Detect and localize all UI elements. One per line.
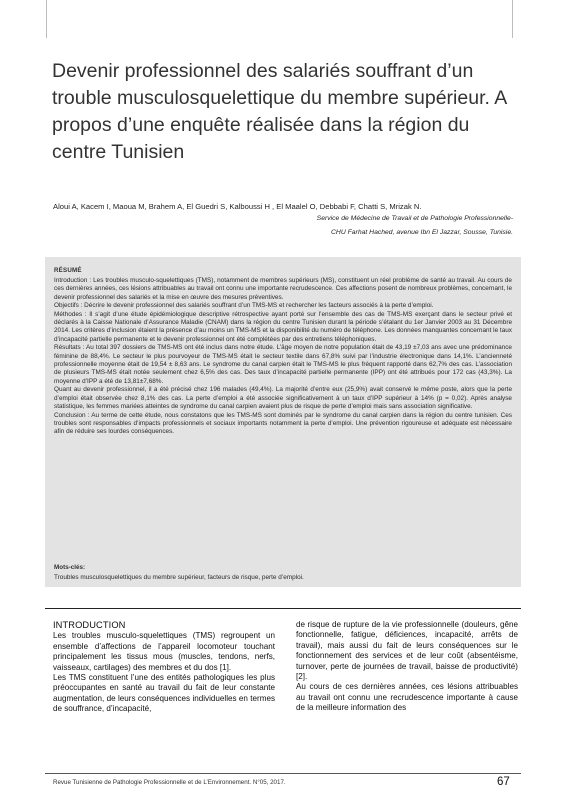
affiliation-line-2: CHU Farhat Hached, avenue Ibn El Jazzar, Sousse, Tunisie. (331, 229, 513, 236)
abstract-results: Résultats : Au total 397 dossiers de TMS-MS ont été inclus dans notre étude. L’âge moyen de notre population était de 43,19 ±7,03 ans avec une prédominance féminine de 88,4%. Le secteur le plus pourvoyeur de TMS-MS était le secteur textile dans 67,8% suivi par l’industrie électronique dans 14,1%. L’ancienneté professionnelle moyenne était de 19,54 ± 8,63 ans. Le syndrome du canal carpien était le TMS-MS le plus fréquent rapporté dans 62,7% des cas. L’association de plusieurs TMS-MS était notée seulement chez 6,5% des cas. Des taux d’incapacité partielle permanente (IPP) ont été attribués pour 172 cas (43,3%). La moyenne d’IPP a été de 13,81±7,68%. (54, 344, 512, 385)
body-column-left (53, 620, 275, 715)
body-column-right (296, 620, 518, 714)
crop-mark-left (46, 0, 47, 38)
body-paragraph: Les TMS constituent l’une des entités pathologiques les plus préoccupantes en santé au travail du fait de leur constante augmentation, de leurs conséquences individuelles en termes de souffrance, d’incapacité, (53, 673, 275, 714)
author-list: Aloui A, Kacem I, Maoua M, Brahem A, El Guedri S, Kalboussi H , El Maalel O, Debbabi F, Chatti S, Mrizak N. (53, 202, 422, 211)
abstract-heading: RÉSUMÉ (54, 267, 82, 274)
abstract-methods: Méthodes : Il s’agit d’une étude épidémiologique descriptive rétrospective ayant porté sur l’ensemble des cas de TMS-MS exerçant dans le secteur privé et déclarés à la Caisse Nationale d’Assurance Maladie (CNAM) dans la région du centre Tunisien durant la période s’étalant du 1er Janvier 2003 au 31 Décembre 2014. Les critères d’inclusion étaient la présence d’au moins un TMS-MS et la disponibilité du numéro de téléphone. Les données manquantes concernant le taux d’incapacité partielle permanente et le devenir professionnel ont été complétées par des entretiens téléphoniques. (54, 310, 512, 343)
abstract-content (54, 267, 512, 437)
article-title: Devenir professionnel des salariés souffrant d’un trouble musculosquelettique du membre supérieur. A propos d’une enquête réalisée dans la région du centre Tunisien (52, 60, 507, 163)
journal-citation: Revue Tunisienne de Pathologie Professionnelle et de L’Environnement. N°05, 2017. (53, 779, 286, 786)
section-divider (45, 608, 521, 609)
abstract-results-continued: Quant au devenir professionnel, il a été précisé chez 196 malades (49,4%). La majorité d’entre eux (25,9%) avait conservé le même poste, alors que la perte d’emploi était observée chez 8,1% des cas. La perte d’emploi a été associée significativement à un taux d’IPP supérieur à 14% (p = 0,02). Après analyse statistique, les femmes mariées atteintes de syndrome du canal carpien avaient plus de risque de perte d’emploi mais sans association significative. (54, 386, 512, 411)
crop-mark-right (512, 0, 513, 38)
body-paragraph: Les troubles musculo-squelettiques (TMS) regroupent un ensemble d’affections de l’appareil locomoteur touchant principalement les tissus mous (muscles, tendons, nerfs, vaisseaux, cartilages) des membres et du dos [1]. (53, 631, 275, 672)
introduction-heading: INTRODUCTION (53, 620, 126, 630)
abstract-introduction: Introduction : Les troubles musculo-squelettiques (TMS), notamment de membres supérieurs (MS), constituent un réel problème de santé au travail. Au cours de ces dernières années, ces lésions attribuables au travail ont connu une importante recrudescence. Ces affections posent de nombreux problèmes, concernant, le devenir professionnel des salariés et la mise en œuvre des mesures préventives. (54, 277, 512, 301)
body-paragraph: de risque de rupture de la vie professionnelle (douleurs, gêne fonctionnelle, fatigue, déficiences, incapacité, arrêts de travail), mais aussi du fait de leurs conséquences sur le fonctionnement des services et de leur coût (absentéisme, turnover, perte de journées de travail, baisse de productivité) [2]. (296, 620, 518, 682)
footer-divider (45, 773, 521, 774)
body-paragraph: Au cours de ces dernières années, ces lésions attribuables au travail ont connu une recrudescence importante à cause de la meilleure information des (296, 682, 518, 713)
abstract-objectives: Objectifs : Décrire le devenir professionnel des salariés souffrant d’un TMS-MS et rechercher les facteurs associés à la perte d’emploi. (54, 302, 434, 310)
keywords-heading: Mots-clés: (54, 564, 86, 571)
page-number: 67 (497, 776, 510, 788)
affiliation-line-1: Service de Médecine de Travail et de Pathologie Professionnelle- (316, 215, 513, 222)
abstract-box (45, 257, 521, 587)
keywords-text: Troubles musculosquelettiques du membre supérieur, facteurs de risque, perte d’emploi. (54, 574, 304, 581)
abstract-conclusion: Conclusion : Au terme de cette étude, nous constatons que les TMS-MS sont dominés par le syndrome du canal carpien dans la région du centre tunisien. Ces troubles sont responsables d’impacts professionnels et sociaux importants notamment la perte d’emploi. Une prévention rigoureuse et adéquate est nécessaire afin de réduire ses lourdes conséquences. (54, 411, 512, 436)
